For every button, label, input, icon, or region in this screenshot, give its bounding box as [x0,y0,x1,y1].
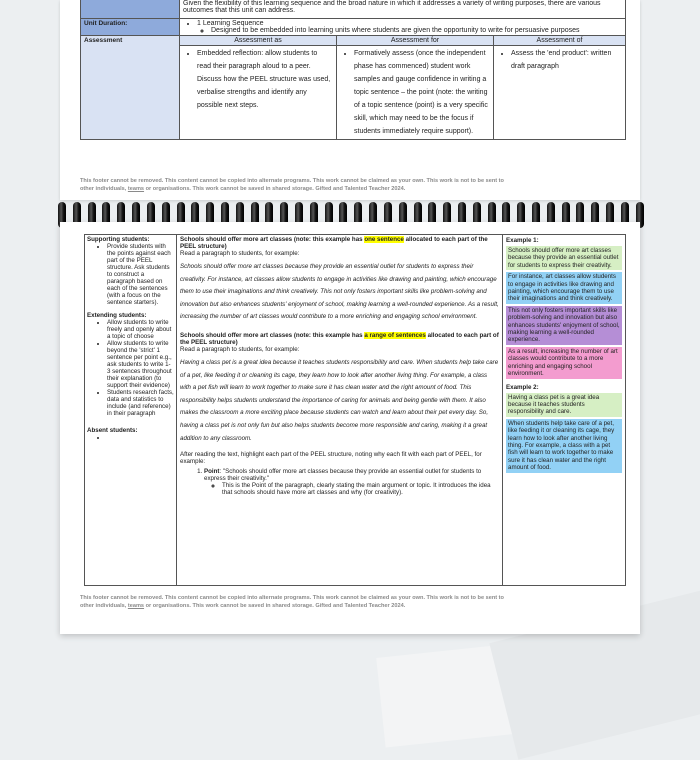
differentiation-column [85,235,177,585]
after-reading-instruction: After reading the text, highlight each part of the PEEL structure, noting why each fit with each part of PEEL, for example: [180,451,482,466]
example1-title: Example 1: [506,237,539,244]
extending-item: • Allow students to write beyond the 'strict' 1 sentence per point e.g., ask students to write 1-3 sentences throughout their explanation (to support their evidence) [107,340,174,389]
assessment-label: Assessment [81,36,180,140]
extending-item: • Allow students to write freely and openly about a topic of choose [107,319,174,340]
assessment-of-cell: • Assess the 'end product': written draft paragraph [494,46,626,140]
extending-item: • Students research facts, data and statistics to include (and reference) in their paragraph [107,389,174,417]
examples-column [503,235,625,585]
read-instruction: Read a paragraph to students, for example: [180,250,300,257]
unit-duration-label: Unit Duration: [81,19,180,36]
blank-label-cell [81,0,180,19]
example2-title: Example 2: [506,383,539,391]
bottom-page [60,222,640,634]
link-highlight: As a result, increasing the number of art classes would contribute to a more enriching and engaging school environment. [506,347,622,379]
assessment-for-header: Assessment for [337,36,494,46]
explain-highlight: When students help take care of a pet, like feeding it or cleaning its cage, they learn how to look after another living thing. For example, a class with a pet fish will learn to work together to make sure it has clean water and the right amount of food. [506,419,622,473]
read-instruction: Read a paragraph to students, for example: [180,345,300,353]
point-explanation: ◦ This is the Point of the paragraph, clearly stating the main argument or topic. It introduces the idea that schools should have more art classes and why (for creativity). [222,482,499,496]
example2-paragraph: Having a class pet is a great idea because it teaches students responsibility and care. When students help take care of a pet, like feeding it or cleaning its cage, they learn how to look after another living thing. For example, a class with a pet fish will learn to work together to make sure it has clean water and the right amount of food. This responsibility helps students understand the importance of caring for animals and being gentle with them. It also makes the classroom a more exciting place because students can watch and learn about their pet every day. So, having a class pet is not only fun but also helps students become more responsible and caring, making it a great addition to any classroom. [180,358,499,442]
top-page [60,0,640,200]
copyright-footer: This footer cannot be removed. This content cannot be copied into alternate programs. This work cannot be claimed as your own. This work is not to be sent to other individuals, teams or organisations. This work cannot be saved in shared storage. Gifted and Talented Teacher 2024. [80,595,504,609]
extending-title: Extending students: [87,312,147,319]
point-highlight: Having a class pet is a great idea because it teaches students responsibility and care. [506,393,622,417]
assessment-as-header: Assessment as [180,36,337,46]
lesson-table [84,234,626,586]
evidence-highlight: This not only fosters important skills like problem-solving and innovation but also enhances students' enjoyment of school, making learning a well-rounded experience. [506,306,622,345]
unit-duration-item: • 1 Learning Sequence ◦ Designed to be embedded into learning units where students are given the opportunity to write for persuasive purposes [197,20,622,34]
assessment-of-header: Assessment of [494,36,626,46]
unit-duration-cell [180,19,626,36]
explain-highlight: For instance, art classes allow students to engage in activities like drawing and painting, which encourage them to use their imaginations and think creatively. [506,272,622,304]
intro-text: Given the flexibility of this learning sequence and the broad nature in which it addresses a variety of writing purposes, there are various outcomes that this unit can address. [180,0,626,19]
example1-heading: Schools should offer more art classes (note: this example has one sentence allocated to each part of the PEEL structure) [180,236,488,250]
assessment-as-cell: • Embedded reflection: allow students to read their paragraph aloud to a peer. Discuss how the PEEL structure was used, verbalise strengths and identify any possible next steps. [180,46,337,140]
copyright-footer: This footer cannot be removed. This content cannot be copied into alternate programs. This work cannot be claimed as your own. This work is not to be sent to other individuals, teams or organisations. This work cannot be saved in shared storage. Gifted and Talented Teacher 2024. [80,178,504,192]
example1-paragraph: Schools should offer more art classes because they provide an essential outlet for students to express their creativity. For instance, art classes allow students to engage in activities like drawing and painting, which encourage them to use their imaginations and think creatively. This not only fosters important skills like problem-solving and innovation but also enhances students' enjoyment of school, making learning a well-rounded experience. As a result, increasing the number of art classes would contribute to a more enriching and engaging school environment. [180,263,499,321]
supporting-title: Supporting students: [87,236,150,243]
point-highlight: Schools should offer more art classes because they provide an essential outlet for students to express their creativity. [506,246,622,270]
teaching-column [177,235,503,585]
unit-table [80,0,626,140]
point-item: 1. Point: "Schools should offer more art classes because they provide an essential outlet for students to express their creativity." ◦ This is the Point of the paragraph, clearly stating the main argument or topic. It introduces the idea that schools should have more art classes and why (for creativity). [204,468,499,496]
assessment-for-cell: • Formatively assess (once the independent phase has commenced) student work samples and gauge confidence in writing a topic sentence – the point (note: the writing of a topic sentence (point) is a very specific skill, which may need to be the focus if students immediately require support). [337,46,494,140]
absent-title: Absent students: [87,427,138,434]
supporting-item: • Provide students with the points against each part of the PEEL structure. Ask students to construct a paragraph based on each of the sentences (with a focus on the sentence starters). [107,243,174,306]
example2-heading: Schools should offer more art classes (note: this example has a range of sentences allocated to each part of the PEEL structure) [180,331,499,346]
unit-duration-sub: ◦ Designed to be embedded into learning units where students are given the opportunity to write for persuasive purposes [211,27,622,34]
absent-item [107,434,174,441]
